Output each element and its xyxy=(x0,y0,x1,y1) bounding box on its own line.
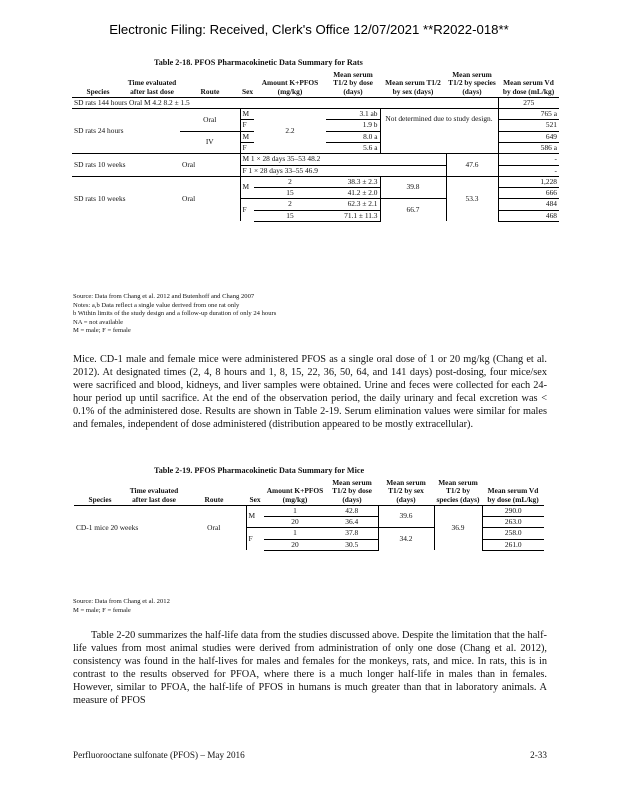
col-t-sex: Mean serum T1/2 by sex (days) xyxy=(378,478,434,505)
page-number: 2-33 xyxy=(530,750,547,760)
table-cell: 39.6 xyxy=(378,505,434,528)
table-2-18-notes xyxy=(73,293,276,336)
table-cell: F xyxy=(240,120,254,131)
table-cell: 8.0 a xyxy=(326,131,380,142)
table-cell: 484 xyxy=(498,199,559,210)
table-note: Source: Data from Chang et al. 2012 and Butenhoff and Chang 2007 xyxy=(73,293,255,300)
table-cell: IV xyxy=(205,137,214,147)
table-cell: Not determined due to study design. xyxy=(380,109,498,154)
table-cell: F xyxy=(240,142,254,153)
half-life-paragraph xyxy=(73,630,547,708)
filing-header: Electronic Filing: Received, Clerk's Office 12/07/2021 **R2022-018** xyxy=(109,22,509,37)
table-note: M = male; F = female xyxy=(73,606,131,614)
table-cell: Oral xyxy=(207,523,221,533)
table-cell: CD-1 mice 20 weeks xyxy=(76,523,139,533)
col-sex: Sex xyxy=(246,478,264,505)
table-cell: 47.6 xyxy=(446,154,498,177)
footer-document-title: Perfluorooctane sulfonate (PFOS) – May 2016 xyxy=(73,750,245,760)
table-cell: 71.1 ± 11.3 xyxy=(326,210,380,221)
table-cell: 2.2 xyxy=(285,126,295,136)
table-cell: 649 xyxy=(498,131,559,142)
col-time: Time evaluated after last dose xyxy=(126,478,182,505)
paragraph-text: Table 2-20 summarizes the half-life data from the studies discussed above. Despite the limitation that the half-life values from most animal studies were derived from administration of only one dose (Chang et al. 2012), consistency was found in the half-lives for males and females for the monkeys, rats, and mice. In rats, this is in contrast to the results observed for PFOA, where there is a much longer half-life in males than in females. However, similar to PFOA, the half-life of PFOS in humans is much greater than that in laboratory animals. A measure of PFOS xyxy=(73,630,547,706)
table-cell: 468 xyxy=(498,210,559,221)
table-cell: F xyxy=(246,528,264,551)
col-species: Species xyxy=(74,478,126,505)
table-cell: 36.4 xyxy=(326,517,378,528)
col-t-species: Mean serum T1/2 by species (days) xyxy=(446,70,498,97)
table-cell: 20 xyxy=(264,539,326,550)
table-cell: M xyxy=(246,505,264,528)
table-cell: 258.0 xyxy=(482,528,544,539)
table-cell: 15 xyxy=(254,210,326,221)
table-cell: 1 xyxy=(264,528,326,539)
table-note: M = male; F = female xyxy=(73,327,131,335)
table-cell: 290.0 xyxy=(482,505,544,516)
table-cell: 42.8 xyxy=(326,505,378,516)
table-cell: 521 xyxy=(498,120,559,131)
table-cell: 586 a xyxy=(498,142,559,153)
table-cell: 3.1 ab xyxy=(326,109,380,120)
table-cell: 36.9 xyxy=(434,505,482,550)
table-cell: Oral xyxy=(180,176,240,221)
col-route: Route xyxy=(180,70,240,97)
table-cell: 38.3 ± 2.3 xyxy=(326,176,380,187)
col-t-dose: Mean serum T1/2 by dose (days) xyxy=(326,70,380,97)
table-cell: 41.2 ± 2.0 xyxy=(326,188,380,199)
table-cell: 2 xyxy=(254,176,326,187)
table-note: b Within limits of the study design and a follow-up duration of only 24 hours xyxy=(73,310,277,318)
table-cell: 1.9 b xyxy=(326,120,380,131)
mice-paragraph xyxy=(73,354,547,432)
col-t-dose: Mean serum T1/2 by dose (days) xyxy=(326,478,378,505)
col-vd: Mean serum Vd by dose (mL/kg) xyxy=(498,70,559,97)
table-note: Notes: a,b Data reflect a single value derived from one rat only xyxy=(73,301,240,309)
paragraph-text: Mice. CD-1 male and female mice were administered PFOS as a single oral dose of 1 or 20 mg/kg (Chang et al. 2012). At designated times (2, 4, 8 hours and 1, 8, 15, 22, 36, 50, 64, and 141 days) post-dosing, four mice/sex were sacrificed and blood, kidneys, and liver samples were obtained. Urine and feces were collected for each 24-hour period up until sacrifice. At the end of the observation period, the daily urinary and fecal excretion was < 0.1% of the administered dose. Results are shown in Table 2-19. Serum elimination values were similar for males and females, independent of dose administered (distribution appeared to be mostly extracellular). xyxy=(73,354,547,430)
table-cell: 275 xyxy=(498,97,559,108)
table-cell: M 1 × 28 days 35–53 48.2 xyxy=(240,154,446,165)
table-cell: SD rats 10 weeks xyxy=(72,176,180,221)
table-cell: - xyxy=(498,154,559,165)
col-time: Time evaluated after last dose xyxy=(124,70,180,97)
col-vd: Mean serum Vd by dose (mL/kg) xyxy=(482,478,544,505)
table-note: NA = not available xyxy=(73,318,124,326)
table-cell: 34.2 xyxy=(378,528,434,551)
col-amount: Amount K+PFOS (mg/kg) xyxy=(254,70,326,97)
col-amount: Amount K+PFOS (mg/kg) xyxy=(264,478,326,505)
table-cell: 5.6 a xyxy=(363,142,378,152)
table-cell: 66.7 xyxy=(380,199,446,222)
table-row: SD rats 144 hours Oral M 4.2 8.2 ± 1.5 xyxy=(72,97,498,108)
table-2-19-title: Table 2-19. PFOS Pharmacokinetic Data Summary for Mice xyxy=(154,466,365,475)
table-cell: 765 a xyxy=(498,109,559,120)
table-cell: - xyxy=(498,165,559,176)
table-2-18-title: Table 2-18. PFOS Pharmacokinetic Data Summary for Rats xyxy=(154,58,363,67)
table-cell: 39.8 xyxy=(380,176,446,199)
table-cell: M xyxy=(240,109,254,120)
col-t-sex: Mean serum T1/2 by sex (days) xyxy=(380,70,446,97)
table-cell: F 1 × 28 days 33–55 46.9 xyxy=(240,165,446,176)
table-cell: 62.3 ± 2.1 xyxy=(326,199,380,210)
table-cell: M xyxy=(240,131,254,142)
table-cell: 20 xyxy=(264,517,326,528)
table-2-19-notes xyxy=(73,598,170,615)
page-footer xyxy=(73,750,547,760)
table-cell: 15 xyxy=(254,188,326,199)
table-cell: 263.0 xyxy=(482,517,544,528)
table-2-18 xyxy=(72,70,559,222)
table-cell: 53.3 xyxy=(446,176,498,221)
table-cell: 666 xyxy=(498,188,559,199)
table-cell: 1,228 xyxy=(498,176,559,187)
table-cell: Oral xyxy=(180,154,240,177)
table-cell: 1 xyxy=(264,505,326,516)
table-cell: M xyxy=(240,176,254,199)
table-cell: 261.0 xyxy=(482,539,544,550)
table-cell: SD rats 10 weeks xyxy=(72,154,180,177)
table-cell: Oral xyxy=(180,109,240,132)
table-cell: F xyxy=(240,199,254,222)
col-species: Species xyxy=(72,70,124,97)
table-cell: 30.5 xyxy=(326,539,378,550)
table-cell: 2 xyxy=(254,199,326,210)
col-t-species: Mean serum T1/2 by species (days) xyxy=(434,478,482,505)
col-sex: Sex xyxy=(240,70,254,97)
table-note: Source: Data from Chang et al. 2012 xyxy=(73,598,170,605)
table-2-19 xyxy=(74,478,544,551)
table-cell: 37.8 xyxy=(326,528,378,539)
table-cell: SD rats 24 hours xyxy=(74,126,124,136)
col-route: Route xyxy=(182,478,246,505)
